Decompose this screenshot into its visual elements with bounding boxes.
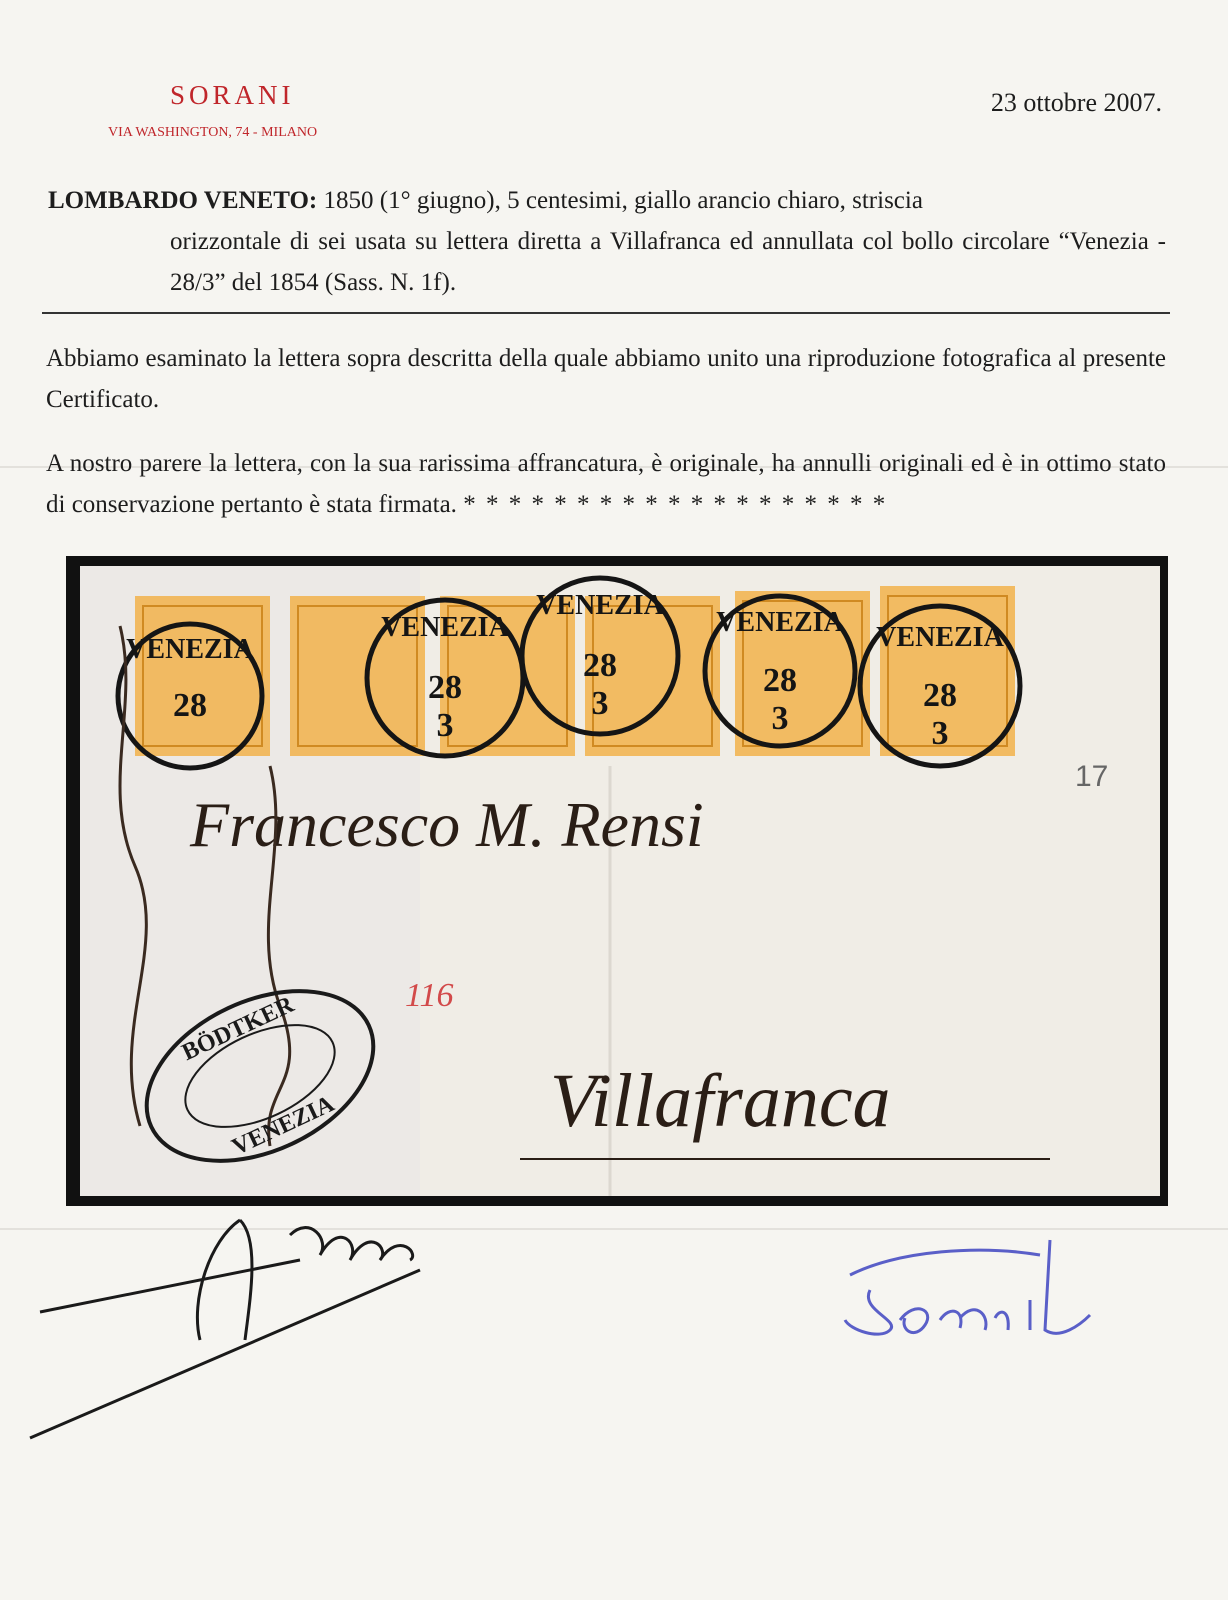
signatures: [0, 1200, 1228, 1460]
sorani-signature: [845, 1240, 1090, 1334]
recipient-handwriting: Francesco M. Rensi: [190, 789, 704, 860]
certificate-date: 23 ottobre 2007.: [990, 88, 1162, 117]
postmark-town: VENEZIA: [716, 607, 844, 638]
oval-stamp-bottom-text: VENEZIA: [228, 1090, 339, 1161]
expert-signature: [30, 1220, 420, 1438]
description-line1: 1850 (1° giugno), 5 centesimi, giallo arancio chiaro, striscia: [323, 187, 923, 214]
postmark-date-day: 28: [173, 687, 207, 724]
red-number: 116: [405, 977, 454, 1014]
opinion-text: A nostro parere la lettera, con la sua rarissima affrancatura, è originale, ha annulli originali ed è in ottimo stato di conservazione pertanto è stata firmata.: [46, 450, 1166, 518]
company-name: SORANI: [170, 80, 295, 110]
postmark-town: VENEZIA: [126, 634, 254, 665]
pencil-number: 17: [1075, 760, 1109, 793]
postmark-date-month: 3: [931, 715, 949, 752]
postmark-town: VENEZIA: [381, 612, 509, 643]
opinion-paragraph: [46, 443, 1166, 525]
postmark-date-day: 28: [583, 647, 617, 684]
oval-stamp-top-text: BÖDTKER: [178, 991, 298, 1067]
letter-photo: [80, 566, 1160, 1196]
postmark-date-day: 28: [923, 677, 957, 714]
postmark-date-day: 28: [763, 662, 797, 699]
item-description: [48, 180, 1166, 303]
company-address: VIA WASHINGTON, 74 - MILANO: [108, 125, 318, 140]
divider: [42, 312, 1170, 314]
stars-filler: * * * * * * * * * * * * * * * * * * *: [463, 491, 888, 518]
postmark-town: VENEZIA: [876, 622, 1004, 653]
postmark-date-day: 28: [428, 669, 462, 706]
description-heading: LOMBARDO VENETO:: [48, 187, 318, 214]
examination-paragraph: Abbiamo esaminato la lettera sopra descritta della quale abbiamo unito una riproduzione fotografica al presente Certificato.: [46, 345, 1166, 413]
destination-handwriting: Villafranca: [550, 1059, 891, 1143]
postmark-date-month: 3: [591, 685, 609, 722]
postmark-town: VENEZIA: [536, 590, 664, 621]
postmark-date-month: 3: [771, 700, 789, 737]
description-continuation: orizzontale di sei usata su lettera diretta a Villafranca ed annullata col bollo circolare “Venezia - 28/3” del 1854 (Sass. N. 1f).: [170, 228, 1166, 296]
postmark-date-month: 3: [436, 707, 454, 744]
